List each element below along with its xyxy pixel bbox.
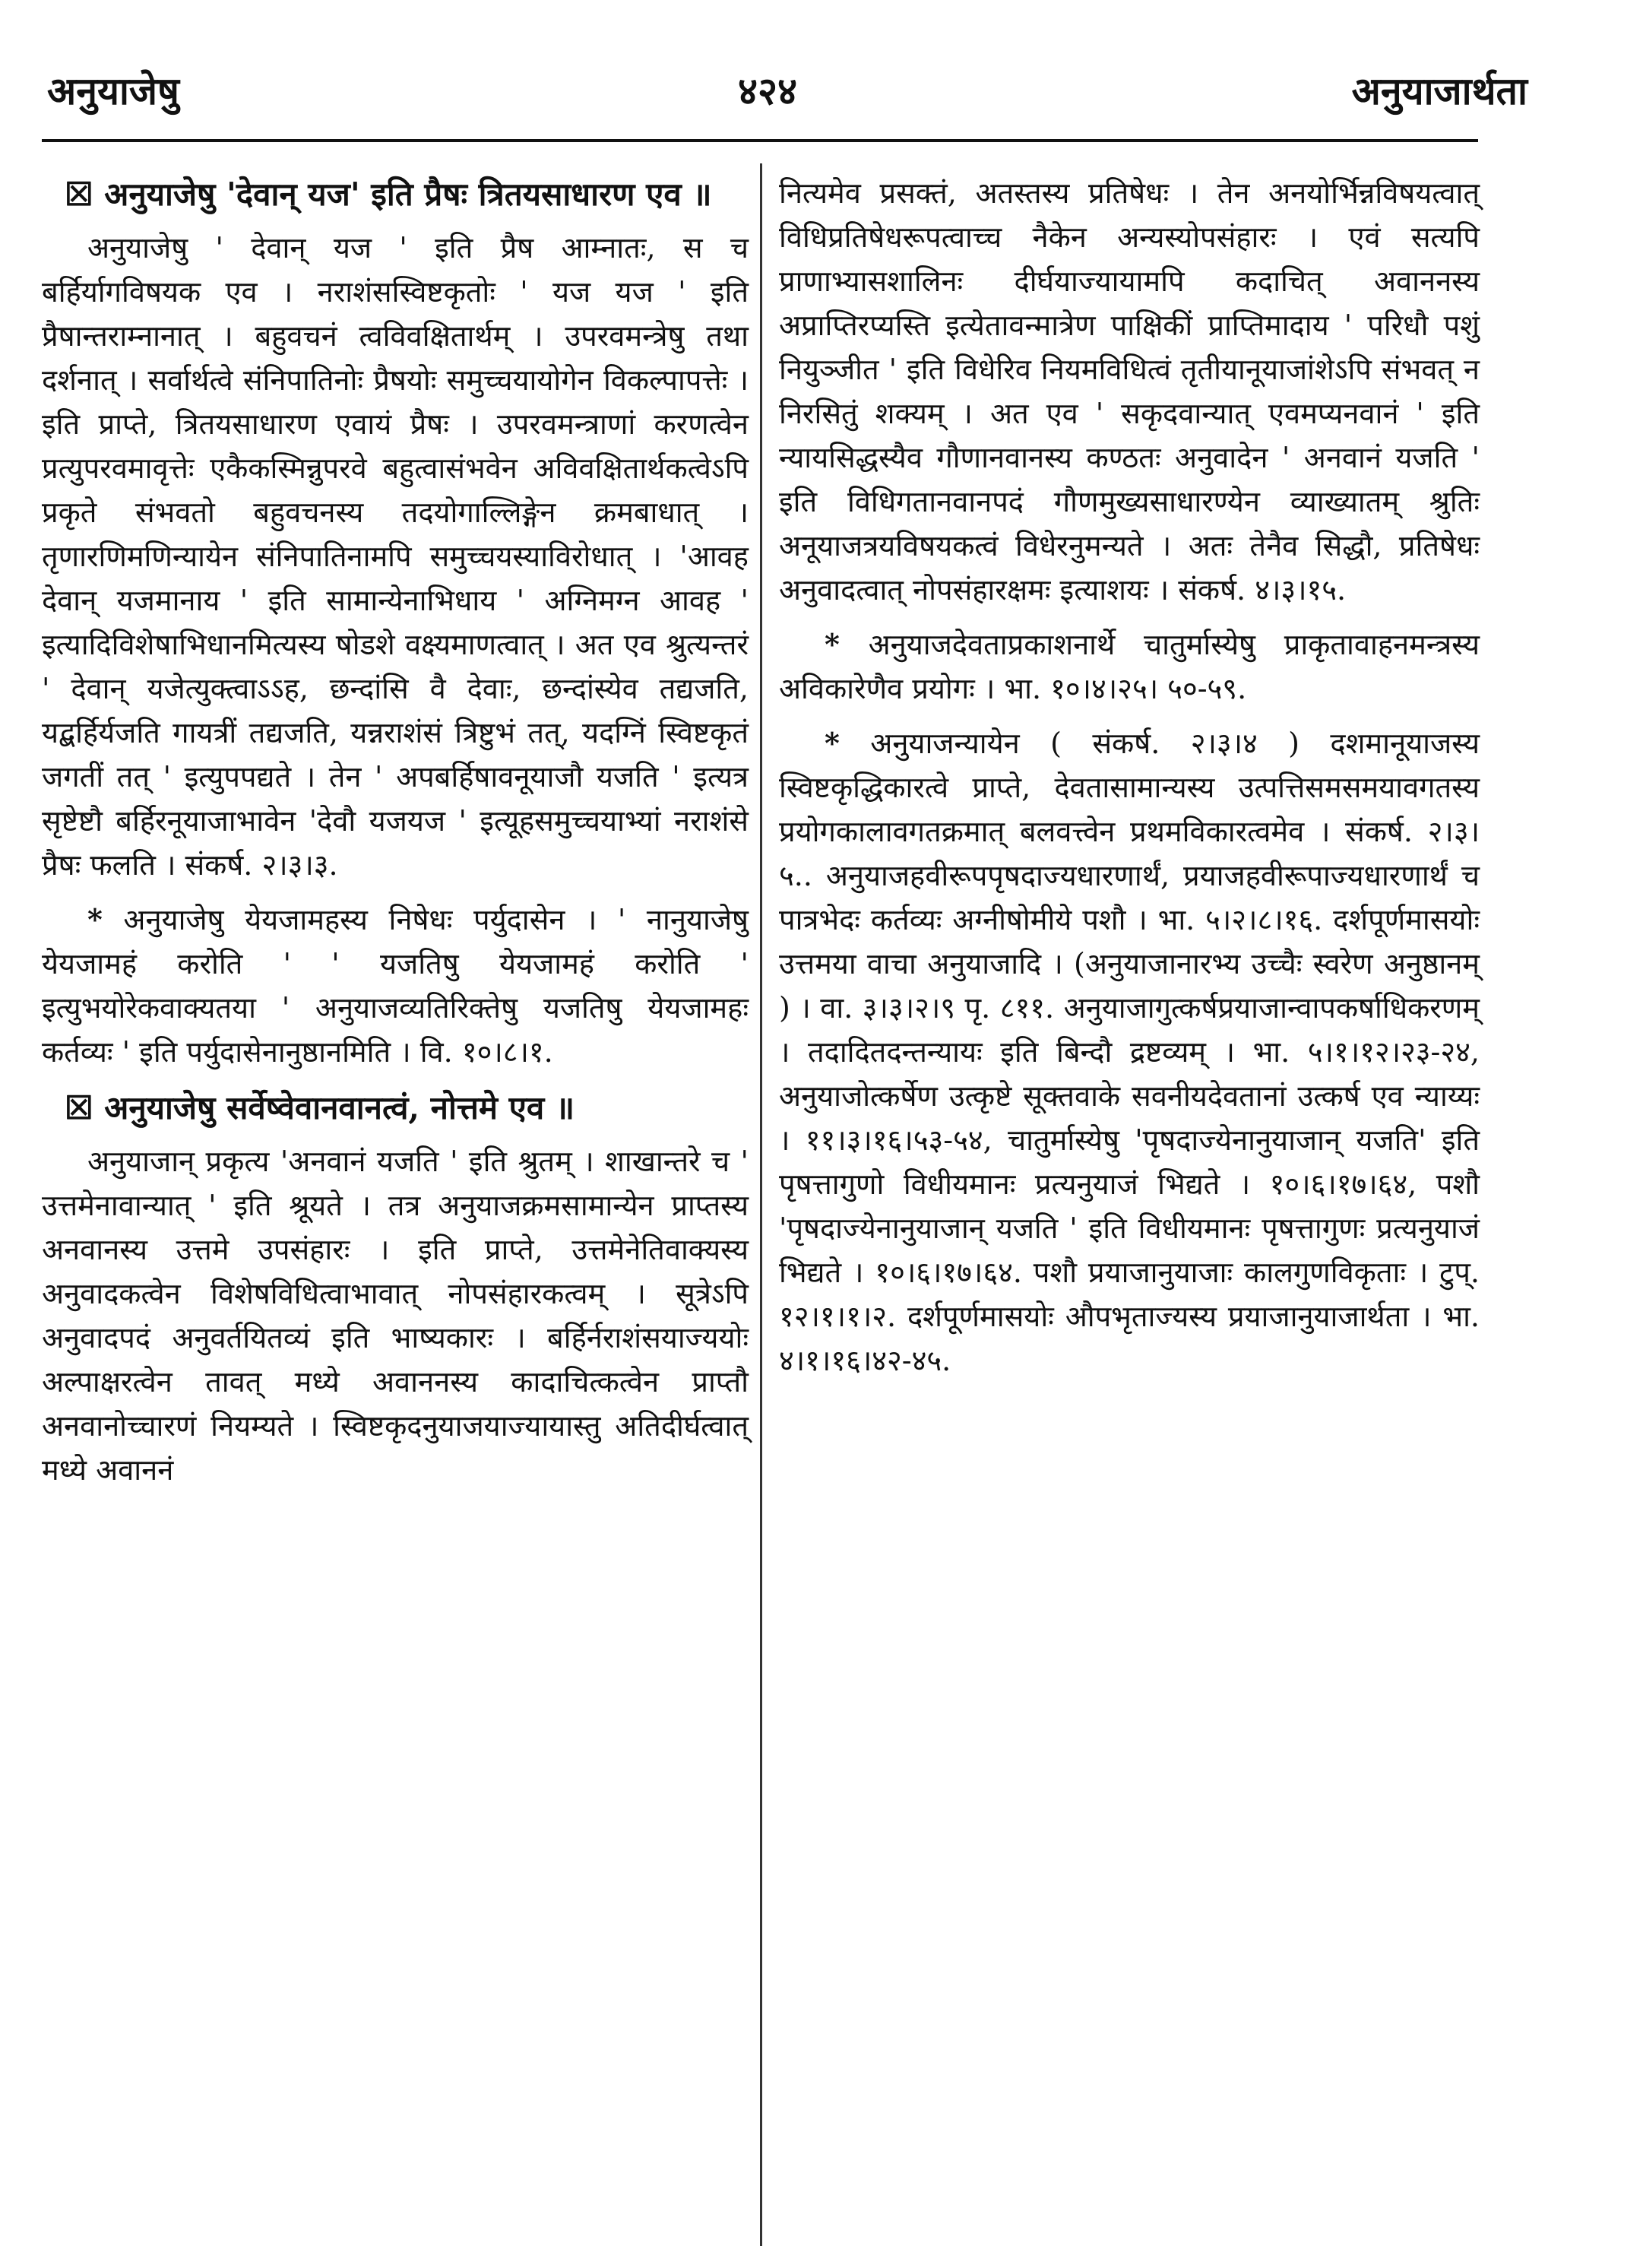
asterisk-icon: * xyxy=(87,902,103,936)
section-heading-text: अनुयाजेषु सर्वेष्वेवानवानत्वं, नोत्तमे एव ॥ xyxy=(104,1089,575,1126)
section-heading-text: अनुयाजेषु 'देवान् यज' इति प्रैषः त्रितयसाधारण एव ॥ xyxy=(104,176,712,213)
paragraph-text: अनुयाजदेवताप्रकाशनार्थे चातुर्मास्येषु प्राकृतावाहनमन्त्रस्य अविकारेणैव प्रयोगः । भा. १०।४।२५। ५०-५९. xyxy=(779,628,1480,705)
paragraph-text: अनुयाजन्यायेन ( संकर्ष. २।३।४ ) दशमानूयाजस्य स्विष्टकृद्धिकारत्वे प्राप्ते, देवतासामान्यस्य उत्पत्तिसमसमयावगतस्य प्रयोगकालावगतक्रमात् बलवत्त्वेन प्रथमविकारत्वमेव । संकर्ष. २।३।५.. अनुयाजहवीरूपपृषदाज्यधारणार्थं, प्रयाजहवीरूपाज्यधारणार्थं च पात्रभेदः कर्तव्यः अग्नीषोमीये पशौ । भा. ५।२।८।१६. दर्शपूर्णमासयोः उत्तमया वाचा अनुयाजादि । (अनुयाजानारभ्य उच्चैः स्वरेण अनुष्ठानम् ) । वा. ३।३।२।९ पृ. ८११. अनुयाजागुत्कर्षप्रयाजान्वापकर्षाधिकरणम् । तदादितदन्तन्यायः इति बिन्दौ द्रष्टव्यम् । भा. ५।१।१२।२३-२४, अनुयाजोत्कर्षेण उत्कृष्टे सूक्तवाके सवनीयदेवतानां उत्कर्ष एव न्याय्यः । ११।३।१६।५३-५४, चातुर्मास्येषु 'पृषदाज्येनानुयाजान् यजति' इति पृषत्तागुणो विधीयमानः प्रत्यनुयाजं भिद्यते । १०।६।१७।६४, पशौ 'पृषदाज्येनानुयाजान् यजति ' इति विधीयमानः पृषत्तागुणः प्रत्यनुयाजं भिद्यते । १०।६।१७।६४. पशौ प्रयाजानुयाजाः कालगुणविकृताः । टुप्. १२।१।१।२. दर्शपूर्णमासयोः औपभृताज्यस्य प्रयाजानुयाजार्थता । भा. ४।१।१६।४२-४५. xyxy=(779,727,1480,1377)
section-symbol-icon: ☒ xyxy=(65,176,93,213)
paragraph: नित्यमेव प्रसक्तं, अतस्तस्य प्रतिषेधः । तेन अनयोर्भिन्नविषयत्वात् विधिप्रतिषेधरूपत्वाच्च नैकेन अन्यस्योपसंहारः । एवं सत्यपि प्राणाभ्यासशालिनः दीर्घयाज्यायामपि कदाचित् अवाननस्य अप्राप्तिरप्यस्ति इत्येतावन्मात्रेण पाक्षिकीं प्राप्तिमादाय ' परिधौ पशुं नियुञ्जीत ' इति विधेरिव नियमविधित्वं तृतीयानूयाजांशेऽपि संभवत् न निरसितुं शक्यम् । अत एव ' सकृदवान्यात् एवमप्यनवानं ' इति न्यायसिद्धस्यैव गौणानवानस्य कण्ठतः अनुवादेन ' अनवानं यजति ' इति विधिगतानवानपदं गौणमुख्यसाधारण्येन व्याख्यातम् श्रुतिः अनूयाजत्रयविषयकत्वं विधेरनुमन्यते । अतः तेनैव सिद्धौ, प्रतिषेधः अनुवादत्वात् नोपसंहारक्षमः इत्याशयः । संकर्ष. ४।३।१५. xyxy=(779,176,1480,607)
asterisk-icon: * xyxy=(825,726,840,760)
paragraph: अनुयाजान् प्रकृत्य 'अनवानं यजति ' इति श्रुतम् । शाखान्तरे च ' उत्तमेनावान्यात् ' इति श्रूयते । तत्र अनुयाजक्रमसामान्येन प्राप्तस्य अनवानस्य उत्तमे उपसंहारः । इति प्राप्ते, उत्तमेनेतिवाक्यस्य अनुवादकत्वेन विशेषविधित्वाभावात् नोपसंहारकत्वम् । सूत्रेऽपि अनुवादपदं अनुवर्तयितव्यं इति भाष्यकारः । बर्हिर्नराशंसयाज्ययोः अल्पाक्षरत्वेन तावत् मध्ये अवाननस्य कादाचित्कत्वेन प्राप्तौ अनवानोच्चारणं नियम्यते । स्विष्टकृदनुयाजयाज्यायास्तु अतिदीर्घत्वात् मध्ये अवाननं xyxy=(42,1145,749,1487)
paragraph-entry xyxy=(779,622,1480,711)
section-heading xyxy=(42,1085,749,1132)
paragraph-text: अनुयाजेषु येयजामहस्य निषेधः पर्युदासेन । ' नानुयाजेषु येयजामहं करोति ' ' यजतिषु येयजामहं करोति ' इत्युभयोरेकवाक्यतया ' अनुयाजव्यतिरिक्तेषु यजतिषु येयजामहः कर्तव्यः ' इति पर्युदासेनानुष्ठानमिति । वि. १०।८।१. xyxy=(42,903,749,1069)
section-symbol-icon: ☒ xyxy=(65,1089,93,1126)
paragraph-entry xyxy=(42,898,749,1074)
left-column xyxy=(42,171,749,1503)
page-number: ४२४ xyxy=(738,68,797,113)
paragraph: अनुयाजेषु ' देवान् यज ' इति प्रैष आम्नातः, स च बर्हिर्यागविषयक एव । नराशंसस्विष्टकृतोः ' यज यज ' इति प्रैषान्तराम्नानात् । बहुवचनं त्वविवक्षितार्थम् । उपरवमन्त्रेषु तथा दर्शनात् । सर्वार्थत्वे संनिपातिनोः प्रैषयोः समुच्चयायोगेन विकल्पापत्तेः । इति प्राप्ते, त्रितयसाधारण एवायं प्रैषः । उपरवमन्त्राणां करणत्वेन प्रत्युपरवमावृत्तेः एकैकस्मिन्नुपरवे बहुत्वासंभवेन अविवक्षितार्थकत्वेऽपि प्रकृते संभवतो बहुवचनस्य तदयोगाल्लिङ्गेन क्रमबाधात् । तृणारणिमणिन्यायेन संनिपातिनामपि समुच्चयस्याविरोधात् । 'आवह देवान् यजमानाय ' इति सामान्येनाभिधाय ' अग्निमग्न आवह ' इत्यादिविशेषाभिधानमित्यस्य षोडशे वक्ष्यमाणत्वात् । अत एव श्रुत्यन्तरं ' देवान् यजेत्युक्त्वाऽऽह, छन्दांसि वै देवाः, छन्दांस्येव तद्यजति, यद्बर्हिर्यजति गायत्रीं तद्यजति, यन्नराशंसं त्रिष्टुभं तत्, यदग्निं स्विष्टकृतं जगतीं तत् ' इत्युपपद्यते । तेन ' अपबर्हिषावनूयाजौ यजति ' इत्यत्र सृष्टेष्टौ बर्हिरनूयाजाभावेन 'देवौ यजयज ' इत्यूहसमुच्चयाभ्यां नराशंसे प्रैषः फलति । संकर्ष. २।३।३. xyxy=(42,231,749,882)
paragraph-entry xyxy=(779,721,1480,1383)
asterisk-icon: * xyxy=(825,627,840,661)
section-heading xyxy=(42,171,749,218)
column-divider xyxy=(760,163,762,2246)
running-header-left: अनुयाजेषु xyxy=(47,68,179,113)
right-column xyxy=(779,171,1480,1393)
header-rule xyxy=(42,139,1478,142)
running-header-right: अनुयाजार्थता xyxy=(1351,68,1527,113)
